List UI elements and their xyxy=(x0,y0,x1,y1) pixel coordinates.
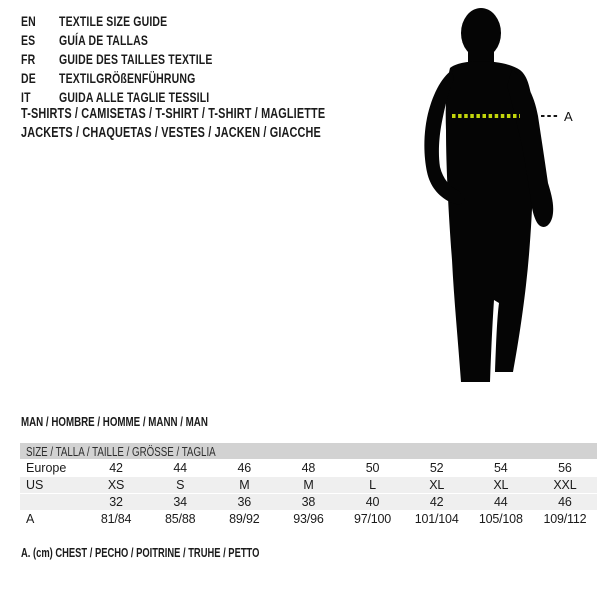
size-cell: 105/108 xyxy=(478,512,523,526)
size-cell: M xyxy=(303,478,314,492)
table-row-us xyxy=(20,477,597,494)
category-line-tshirts: T-SHIRTS / CAMISETAS / T-SHIRT / T-SHIRT / MAGLIETTE xyxy=(21,106,326,122)
category-line-jackets: JACKETS / CHAQUETAS / VESTES / JACKEN / GIACCHE xyxy=(21,125,321,141)
size-cell: 50 xyxy=(365,461,380,475)
size-cell: 97/100 xyxy=(354,512,392,526)
size-cell: 101/104 xyxy=(414,512,459,526)
lang-row xyxy=(21,68,264,87)
lang-code: ES xyxy=(21,31,36,48)
man-silhouette xyxy=(400,0,600,400)
lang-code: IT xyxy=(21,88,31,105)
lang-code: EN xyxy=(21,12,36,29)
row-label: Europe xyxy=(26,461,67,475)
size-cell: M xyxy=(239,478,250,492)
measure-label-a: A xyxy=(564,109,573,124)
row-label: A xyxy=(26,512,35,526)
size-cell: 81/84 xyxy=(100,512,132,526)
size-cell: 44 xyxy=(173,461,187,475)
size-cell: 34 xyxy=(173,495,187,509)
table-row-us-numeric xyxy=(20,494,597,511)
size-cell: 56 xyxy=(558,461,572,475)
lang-code: DE xyxy=(21,69,36,86)
silhouette-shape xyxy=(424,8,553,382)
lang-label: GUIDA ALLE TAGLIE TESSILI xyxy=(59,88,210,105)
lang-label: GUIDE DES TAILLES TEXTILE xyxy=(59,50,213,67)
table-row-europe xyxy=(20,460,597,477)
size-cell: XL xyxy=(429,478,445,492)
lang-label: GUÍA DE TALLAS xyxy=(59,31,149,48)
row-label: US xyxy=(26,478,44,492)
size-cell: 109/112 xyxy=(543,512,587,526)
size-cell: 42 xyxy=(429,495,444,509)
size-cell: XL xyxy=(493,478,509,492)
size-table xyxy=(20,443,597,528)
table-row-chest-a xyxy=(20,511,597,528)
lang-row xyxy=(21,87,264,106)
size-cell: 42 xyxy=(109,461,123,475)
size-cell: 46 xyxy=(237,461,252,475)
size-cell: 36 xyxy=(237,495,252,509)
size-table-header: SIZE / TALLA / TAILLE / GRÖSSE / TAGLIA xyxy=(20,443,597,459)
footnote: A. (cm) CHEST / PECHO / POITRINE / TRUHE / PETTO xyxy=(21,546,260,560)
size-cell: 89/92 xyxy=(229,512,260,526)
size-cell: L xyxy=(369,478,376,492)
language-list xyxy=(21,11,264,106)
size-cell: 44 xyxy=(494,495,508,509)
size-cell: 46 xyxy=(558,495,572,509)
size-cell: XS xyxy=(107,478,125,492)
lang-code: FR xyxy=(21,50,36,67)
size-cell: 32 xyxy=(109,495,123,509)
size-cell: S xyxy=(176,478,185,492)
lang-label: TEXTILGRÖßENFÜHRUNG xyxy=(59,69,196,86)
garment-categories xyxy=(21,106,427,144)
lang-row xyxy=(21,49,264,68)
size-cell: 40 xyxy=(365,495,380,509)
section-title: MAN / HOMBRE / HOMME / MANN / MAN xyxy=(21,414,208,429)
size-cell: 85/88 xyxy=(165,512,196,526)
size-cell: 93/96 xyxy=(293,512,324,526)
size-cell: XXL xyxy=(553,478,577,492)
size-cell: 38 xyxy=(301,495,316,509)
size-cell: 48 xyxy=(301,461,316,475)
lang-row xyxy=(21,11,264,30)
size-cell: 54 xyxy=(494,461,508,475)
lang-label: TEXTILE SIZE GUIDE xyxy=(59,12,168,29)
size-cell: 52 xyxy=(429,461,444,475)
lang-row xyxy=(21,30,264,49)
